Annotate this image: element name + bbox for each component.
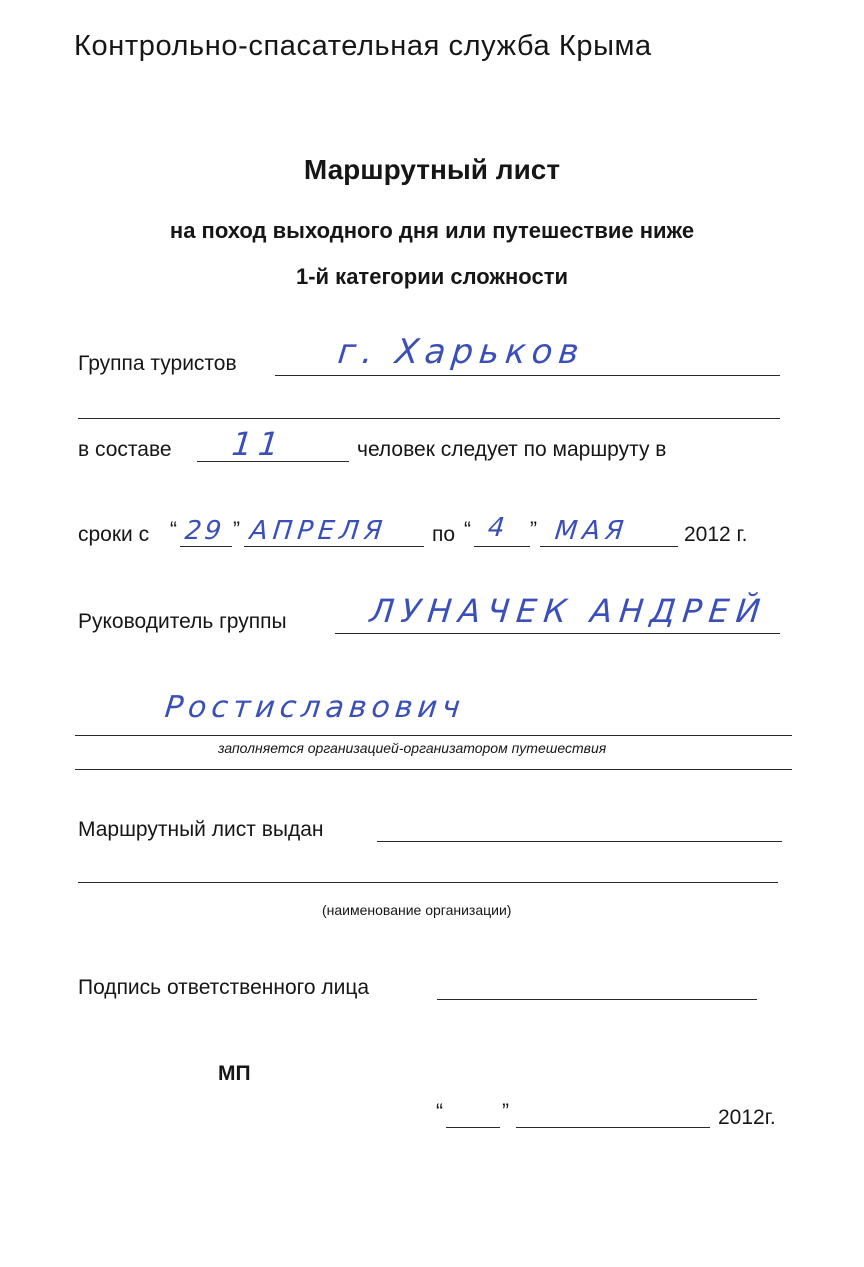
issued-line-2 (78, 882, 778, 883)
leader-line (335, 633, 780, 634)
leader-name: ЛУНАЧЕК АНДРЕЙ (368, 592, 769, 630)
date-from-day-line (180, 546, 232, 547)
composition-label: в составе (78, 438, 172, 461)
organization-header: Контрольно-спасательная служба Крыма (74, 30, 652, 62)
signature-line (437, 999, 757, 1000)
date-from-open-quote: “ (170, 518, 177, 541)
issued-label: Маршрутный лист выдан (78, 818, 324, 841)
group-line (275, 375, 780, 376)
date-from-month-line (244, 546, 424, 547)
footer-month-line (516, 1127, 710, 1128)
footer-open-quote: “ (436, 1100, 443, 1123)
date-from-day: 29 (183, 516, 226, 546)
dates-label: сроки с (78, 523, 150, 546)
leader-line-3 (75, 769, 792, 770)
subtitle-line-2: 1-й категории сложности (295, 264, 568, 289)
leader-label: Руководитель группы (78, 610, 287, 633)
document-title: Маршрутный лист (303, 154, 561, 185)
footer-year: 2012г. (718, 1106, 776, 1129)
group-line-2 (78, 418, 780, 419)
date-to-month-line (540, 546, 678, 547)
subtitle-line-1: на поход выходного дня или путешествие ниже (169, 218, 695, 243)
date-to-day: 4 (486, 513, 513, 543)
leader-patronymic: Ростиславович (163, 690, 467, 725)
date-from-month: АПРЕЛЯ (248, 516, 389, 546)
leader-caption: заполняется организацией-организатором путешествия (218, 740, 607, 756)
group-label: Группа туристов (78, 352, 237, 375)
footer-day-line (446, 1127, 500, 1128)
composition-count: 11 (230, 425, 287, 463)
group-value: г. Харьков (335, 332, 587, 372)
date-from-close-quote: ” (233, 518, 240, 541)
composition-trailing: человек следует по маршруту в (357, 438, 667, 461)
date-to-month: МАЯ (553, 516, 630, 546)
date-to-close-quote: ” (530, 518, 537, 541)
issued-caption: (наименование организации) (322, 902, 512, 918)
dates-to-label: по (432, 523, 456, 546)
stamp-label: МП (218, 1062, 251, 1085)
issued-line (377, 841, 782, 842)
dates-year: 2012 г. (684, 523, 748, 546)
date-to-day-line (474, 546, 530, 547)
leader-line-2 (75, 735, 792, 736)
footer-close-quote: ” (502, 1100, 509, 1123)
signature-label: Подпись ответственного лица (78, 976, 370, 999)
date-to-open-quote: “ (464, 518, 471, 541)
